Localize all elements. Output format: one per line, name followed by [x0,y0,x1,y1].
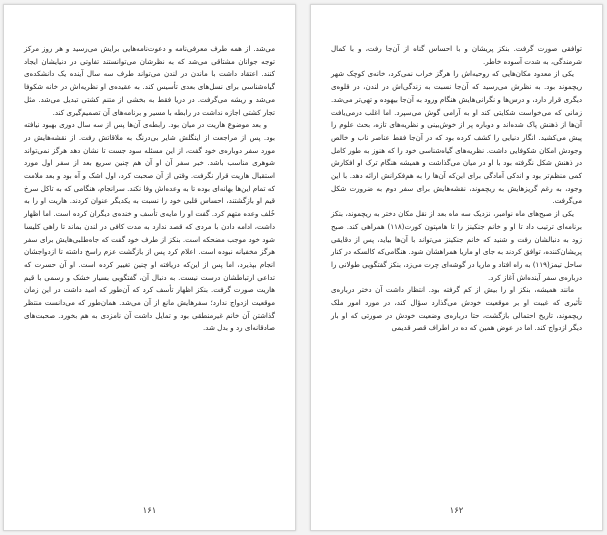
paragraph: یکی از صبح‌های ماه نوامبر، نزدیک سه ماه بعد از نقل مکان دختر به ریچموند، بنکز برنامه‌ای ترتیب داد تا او و خانم جنکینز را تا هامپتون کورت(۱۱۸) همراهی کند. صبح زود به دنبالشان رفت و شنید که خانم جنکینز می‌تواند با آن‌ها بیاید، پس از دقایقی پریشان‌کننده، توافق کردند به جای او ماریا همراهشان شود. هنگامی‌که کالسکه در کنار ساحل تیمز(۱۱۹) به راه افتاد و ماریا در گوشه‌ای چرت می‌زد، بنکز گفتگویی طولانی را درباره‌ی سفر آینده‌اش آغاز کرد. [331,209,582,282]
paragraph: و بعد موضوع هاریت در میان بود. رابطه‌ی آن‌ها پس از سه سال دوری بهبود نیافته بود. پس از مراجعت از اینگلش شایر بی‌درنگ به ملاقاتش رفت. از نقشه‌هایش در مورد سفر دوباره‌ی خود گفت، از این مسئله سود جست تا نشان دهد هرگز نمی‌تواند شوهری مناسب باشد. خبر سفر آن او آن هم چنین سریع بعد از سفر اول مورد استقبال هاریت قرار نگرفت. وقتی از آن صحبت کرد، اول اشک و آه بود و بعد ملامت که تمام این‌ها بهانه‌ای بوده تا به وعده‌اش وفا نکند. سرانجام، هنگامی که به تاکل سرخ قیم او بازگشتند، احساس قلبی خود را نسبت به یکدیگر عنوان کردند. هاریت او را به خُلف وعده متهم کرد. گفت او را مایه‌ی تأسف و خنده‌ی دیگران کرده است. اما اظهار داشت، ادامه دادن با مردی که قصد ندارد به مدت کافی در لندن بماند تا راهی کلیسا شود خود موجب مضحکه است. بنکز از طرف خود گفت که جاه‌طلبی‌هایش برای سفر هرگز مخفیانه نبوده است. اعلام کرد پس از بازگشت عزم راسخ داشته تا ازدواجشان انجام بپذیرد، اما پس از این‌که دریافته او چنین تغییر کرده است. او آن حسرت که تداعی ارتباطشان درست نیست. به دنبال آن، گفتگویی بسیار خشک و رسمی با قیم هاریت صورت گرفت. بنکز اظهار تأسف کرد که آن‌طور که امید داشت در این زمان موقعیت ازدواج ندارد؛ سفرهایش مانع از آن می‌شد. همان‌طور که می‌دانست منتظر گذاشتن آن خانم غیرمنطقی بود و تمایل داشت آن نامزدی به هم بخورد. صحبت‌های صادقانه‌ای رد و بدل شد. [24,120,275,333]
paragraph: توافقی صورت گرفت. بنکز پریشان و با احساس گناه از آن‌جا رفت، و با کمال شرمندگی، به شدت آسوده خاطر. [331,44,582,66]
page-body [331,43,582,335]
page-number: ۱۶۲ [449,506,464,516]
page-number: ۱۶۱ [142,506,157,516]
book-page-left [3,4,296,531]
book-page-right [310,4,603,531]
paragraph: مانند همیشه، بنکز او را بیش از کم گرفته بود. انتظار داشت آن دختر درباره‌ی تأثیری که غیبت او بر موقعیت خودش می‌گذارد سؤال کند، در مورد امور ملک ریچموند، تاریخ احتمالی بازگشت، حتا درباره‌ی وضعیت خودش در صورتی که او بار دیگر ازدواج کند. اما در عوض همین که ده در اطراف قصر قدیمی [331,285,582,333]
paragraph: یکی از معدود مکان‌هایی که روحیه‌اش را هرگز خراب نمی‌کرد، خانه‌ی کوچک شهر ریچموند بود. به نظرش می‌رسید که آن‌جا نسبت به زندگی‌اش در لندن، در قلوه‌ی دیگری قرار دارد، و درس‌ها و نگرانی‌هایش هنگام ورود به آن‌جا بیهوده و تهی‌تر می‌شد. زمانی که می‌خواست شکایتی کند او به آرامی گوش می‌سپرد. اما اغلب درمی‌یافت آن‌ها از ذهنش پاک شده‌اند و دوباره پر از خوش‌بینی و نظریه‌های تازه، بحث علوم را پیش می‌کشید. انگار دنیایی را کشف کرده بود که در آن‌جا فقط عناصر ناب و خالص وجودش امکان شکوفایی داشت. نظریه‌های گیاه‌شناسی خود را که هنوز به طور کامل در ذهنش شکل نگرفته بود با او در میان می‌گذاشت و همیشه هنگام ترک او افکارش کمی منظم‌تر بود و اندکی آمادگی برای این‌که آن‌ها را به هم‌فکرانش ارائه دهد. با این وجود، به رغم گریزهایش به ریچموند، نقشه‌هایش برای سفر دوم به ضرورت شکل می‌گرفت. [331,69,582,206]
paragraph: می‌شد. از همه طرف معرفی‌نامه و دعوت‌نامه‌هایی برایش می‌رسید و هر روز مرکز توجه جوانان مشتاقی می‌شد که به نظرشان می‌توانستند تفاوتی در دنیایشان ایجاد کنند. اعتقاد داشت با ماندن در لندن می‌تواند طرف سه سال آینده یک دانشکده‌ی گیاه‌شناسی برای نسل‌های بعدی تأسیس کند. به عقیده‌ی او نظریه‌اش در خانه شکوفا می‌شد و ریشه می‌گرفت. در دریا فقط به بخشی از متنم کشتی تبدیل می‌شد. مثل تجار کشتی اجازه نداشت در رابطه با مسیر و برنامه‌های آن تصمیم‌گیری کند. [24,44,275,117]
page-body [24,43,275,335]
